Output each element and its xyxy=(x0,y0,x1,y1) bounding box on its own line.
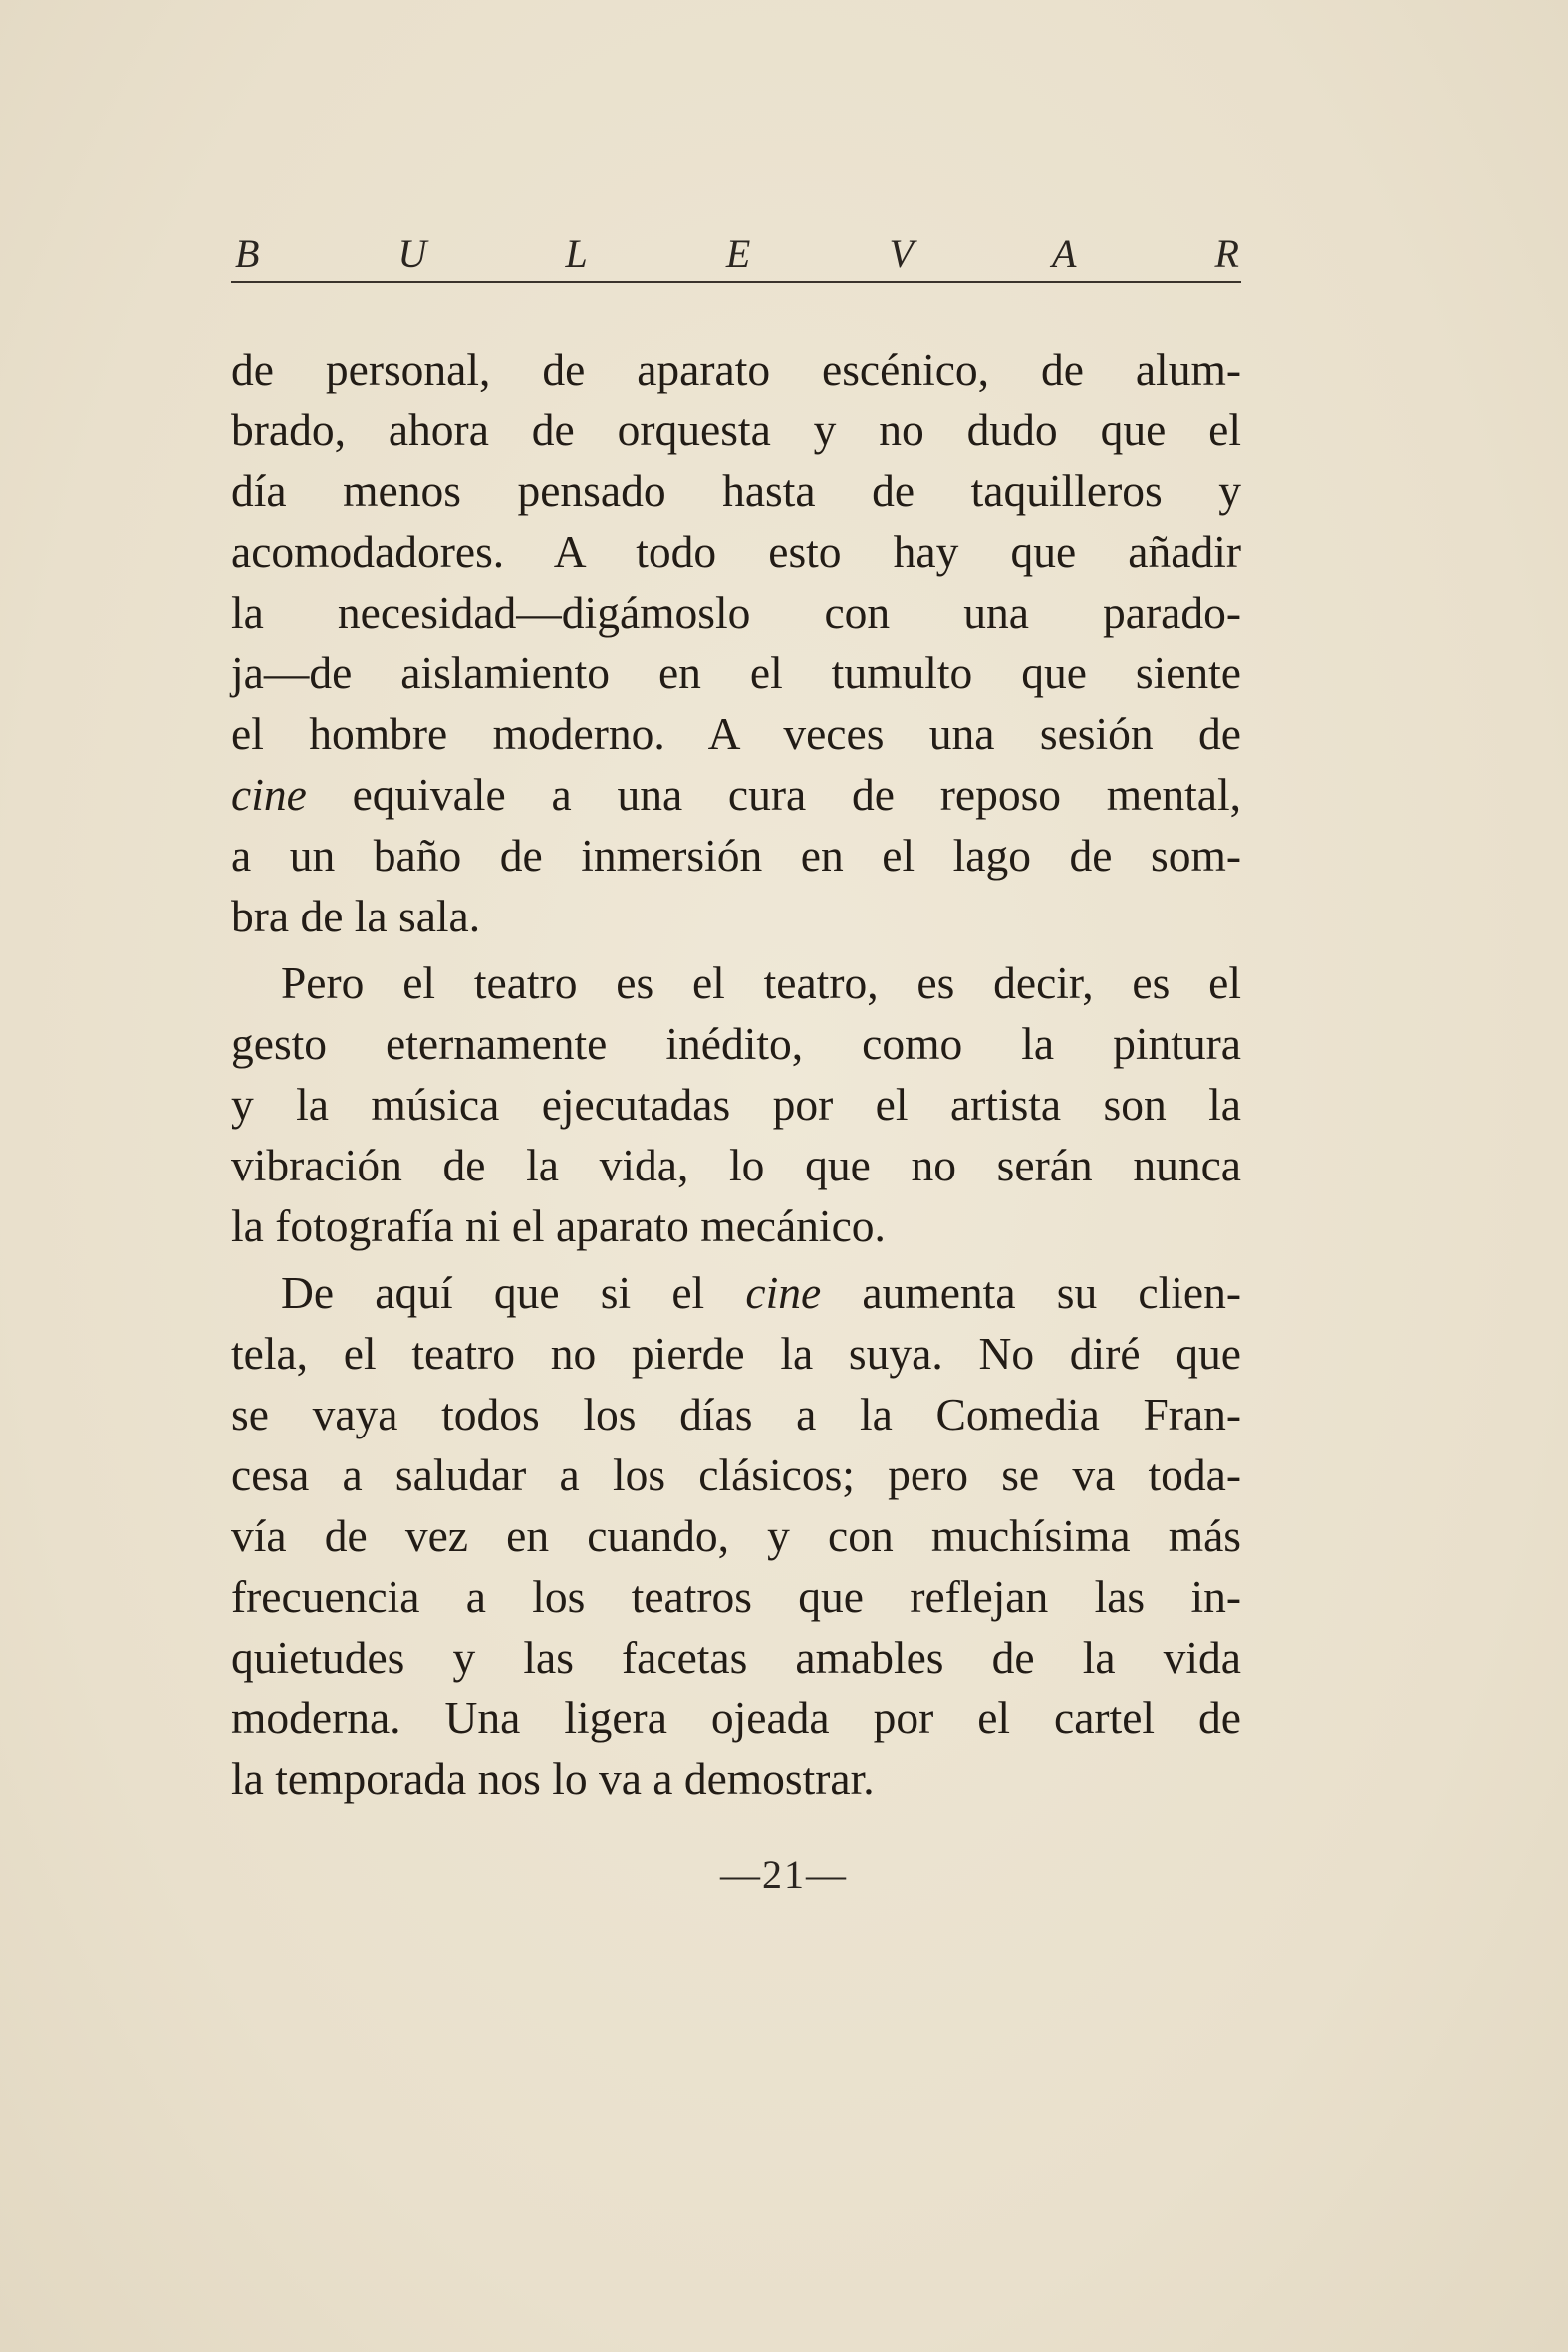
running-head xyxy=(235,217,1239,277)
text-line: cine equivale a una cura de reposo mental, xyxy=(231,769,1241,820)
page-number: —21— xyxy=(720,1852,848,1897)
running-head-letter: R xyxy=(1214,231,1239,276)
text-line: la fotografía ni el aparato mecánico. xyxy=(231,1200,886,1251)
paragraph xyxy=(231,339,1241,946)
text-line: ja—de aislamiento en el tumulto que siente xyxy=(231,648,1241,698)
text-line: la temporada nos lo va a demostrar. xyxy=(231,1753,875,1804)
text-line: tela, el teatro no pierde la suya. No diré que xyxy=(231,1328,1241,1379)
running-head-letter: V xyxy=(889,231,914,276)
text-line: brado, ahora de orquesta y no dudo que el xyxy=(231,404,1241,455)
text-line: vibración de la vida, lo que no serán nunca xyxy=(231,1140,1241,1190)
italic-word: cine xyxy=(231,769,307,820)
text-line: a un baño de inmersión en el lago de som- xyxy=(231,830,1241,881)
text-line: día menos pensado hasta de taquilleros y xyxy=(231,465,1241,516)
text-line: acomodadores. A todo esto hay que añadir xyxy=(231,526,1241,577)
text-line: se vaya todos los días a la Comedia Fran- xyxy=(231,1389,1241,1439)
text-line: de personal, de aparato escénico, de alum- xyxy=(231,344,1241,394)
paragraph xyxy=(231,1262,1241,1809)
italic-word: cine xyxy=(745,1267,822,1318)
text-line: el hombre moderno. A veces una sesión de xyxy=(231,708,1241,759)
running-head-letter: U xyxy=(397,231,427,276)
running-head-letter: B xyxy=(235,231,260,276)
text-line: quietudes y las facetas amables de la vida xyxy=(231,1632,1241,1683)
text-line: vía de vez en cuando, y con muchísima más xyxy=(231,1510,1241,1561)
text-line: bra de la sala. xyxy=(231,891,481,941)
text-line: frecuencia a los teatros que reflejan las in- xyxy=(231,1571,1241,1622)
body-text xyxy=(231,339,1241,1809)
text-line: moderna. Una ligera ojeada por el cartel de xyxy=(231,1693,1241,1743)
running-head-letter: E xyxy=(725,231,751,276)
running-head-letter: L xyxy=(565,231,588,276)
text-line: la necesidad—digámoslo con una parado- xyxy=(231,587,1241,638)
text-line: gesto eternamente inédito, como la pintura xyxy=(231,1018,1241,1069)
running-head-letter: A xyxy=(1052,231,1077,276)
paragraph xyxy=(231,952,1241,1256)
text-line: cesa a saludar a los clásicos; pero se va toda- xyxy=(231,1449,1241,1500)
text-line: De aquí que si el cine aumenta su clien- xyxy=(281,1267,1241,1318)
text-line: y la música ejecutadas por el artista son la xyxy=(231,1079,1241,1130)
text-line: Pero el teatro es el teatro, es decir, es el xyxy=(281,957,1241,1008)
header-rule xyxy=(231,281,1241,283)
